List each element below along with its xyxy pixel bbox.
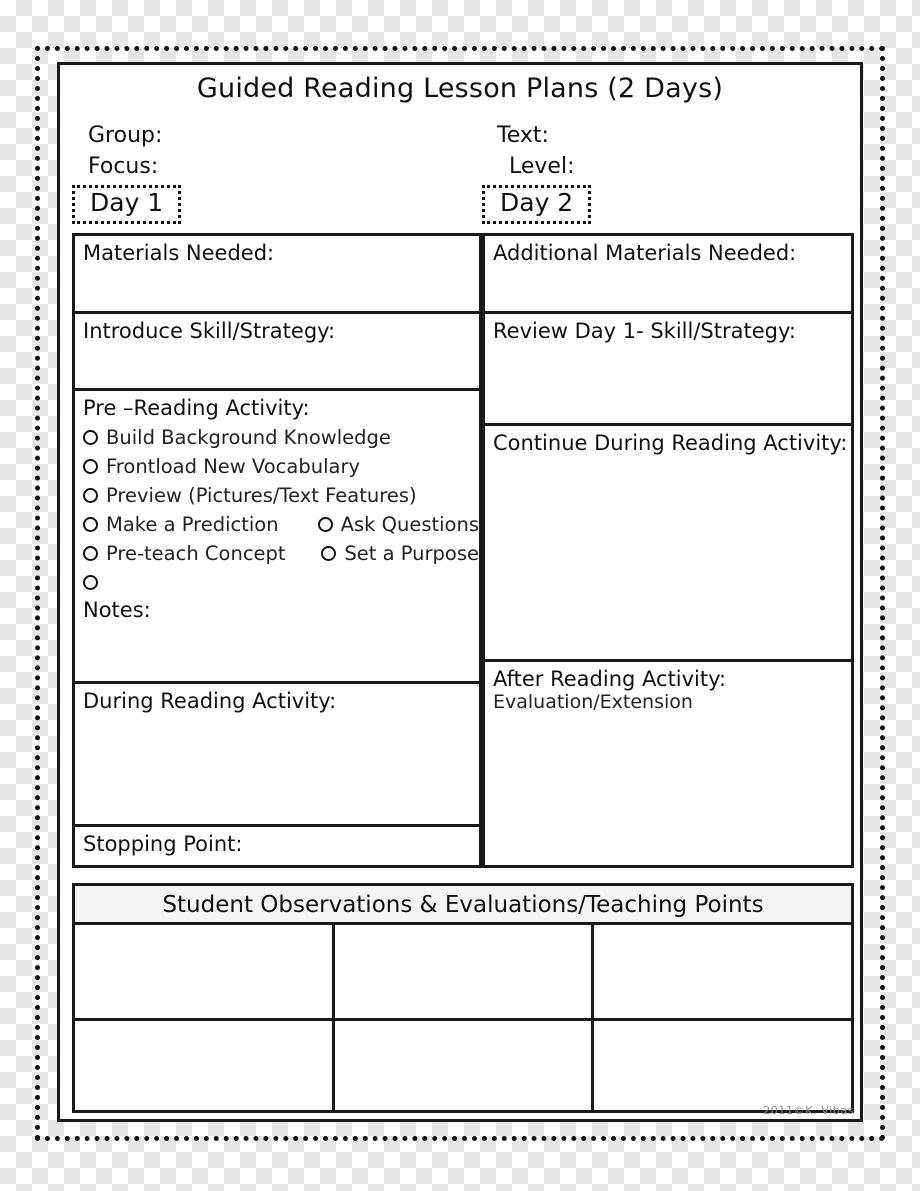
circle-checkbox-icon[interactable] bbox=[83, 575, 98, 590]
review-day-1-skill-label: Review Day 1- Skill/Strategy: bbox=[493, 319, 796, 343]
checkbox-pre-teach-concept[interactable] bbox=[83, 541, 321, 565]
materials-needed-cell[interactable] bbox=[75, 236, 479, 314]
checklist-row bbox=[83, 423, 479, 452]
circle-checkbox-icon[interactable] bbox=[83, 488, 98, 503]
student-observations-table bbox=[72, 883, 854, 1113]
observation-cell[interactable] bbox=[594, 1021, 851, 1114]
pre-reading-activity-label: Pre –Reading Activity: bbox=[83, 396, 310, 420]
observation-cell[interactable] bbox=[335, 1021, 595, 1114]
student-observations-heading: Student Observations & Evaluations/Teaching Points bbox=[75, 886, 851, 925]
table-row bbox=[75, 925, 851, 1021]
circle-checkbox-icon[interactable] bbox=[83, 459, 98, 474]
circle-checkbox-icon[interactable] bbox=[321, 546, 336, 561]
day-1-column bbox=[72, 233, 482, 868]
header-meta-left bbox=[88, 120, 162, 182]
materials-needed-label: Materials Needed: bbox=[83, 241, 275, 265]
circle-checkbox-icon[interactable] bbox=[83, 430, 98, 445]
continue-during-reading-activity-cell[interactable] bbox=[485, 426, 851, 662]
checkbox-preview-pictures-text-features[interactable] bbox=[83, 483, 417, 507]
checkbox-blank-write-in[interactable] bbox=[83, 575, 328, 590]
checkbox-label: Build Background Knowledge bbox=[106, 425, 391, 449]
checklist-row bbox=[83, 539, 479, 568]
lesson-plan-sheet bbox=[57, 62, 863, 1122]
circle-checkbox-icon[interactable] bbox=[83, 546, 98, 561]
text-field-label[interactable]: Text: bbox=[497, 123, 549, 148]
day-2-column bbox=[482, 233, 854, 868]
during-reading-activity-cell[interactable] bbox=[75, 684, 479, 827]
table-row bbox=[75, 1021, 851, 1114]
level-field-label[interactable]: Level: bbox=[509, 154, 575, 179]
checklist-row bbox=[83, 481, 479, 510]
checkbox-label: Set a Purpose bbox=[344, 541, 479, 565]
checkbox-label: Ask Questions bbox=[340, 512, 479, 536]
after-reading-activity-label: After Reading Activity: bbox=[493, 667, 727, 691]
checkbox-label: Frontload New Vocabulary bbox=[106, 454, 361, 478]
checkbox-label: Make a Prediction bbox=[106, 512, 279, 536]
pre-reading-activity-cell[interactable] bbox=[75, 391, 479, 684]
notes-label: Notes: bbox=[83, 598, 151, 623]
continue-during-reading-activity-label: Continue During Reading Activity: bbox=[493, 431, 848, 455]
observation-cell[interactable] bbox=[75, 1021, 335, 1114]
day-1-tab[interactable]: Day 1 bbox=[72, 185, 181, 224]
introduce-skill-cell[interactable] bbox=[75, 314, 479, 391]
checkbox-set-a-purpose[interactable] bbox=[321, 541, 479, 565]
pre-reading-checklist bbox=[83, 423, 479, 622]
introduce-skill-label: Introduce Skill/Strategy: bbox=[83, 319, 336, 343]
observation-cell[interactable] bbox=[335, 925, 595, 1018]
during-reading-activity-label: During Reading Activity: bbox=[83, 689, 337, 713]
checklist-row bbox=[83, 568, 479, 597]
checklist-row bbox=[83, 510, 479, 539]
evaluation-extension-label: Evaluation/Extension bbox=[493, 691, 693, 714]
checklist-row bbox=[83, 452, 479, 481]
checkbox-build-background-knowledge[interactable] bbox=[83, 425, 391, 449]
after-reading-activity-cell[interactable] bbox=[485, 662, 851, 865]
copyright-notice: 2011©K. Vibas bbox=[763, 1104, 854, 1117]
checkbox-label: Pre-teach Concept bbox=[106, 541, 286, 565]
review-day-1-skill-cell[interactable] bbox=[485, 314, 851, 426]
day-2-tab[interactable]: Day 2 bbox=[482, 185, 591, 224]
focus-field-label[interactable]: Focus: bbox=[88, 154, 159, 179]
additional-materials-needed-label: Additional Materials Needed: bbox=[493, 241, 797, 265]
header-meta-right bbox=[497, 120, 574, 182]
student-observations-body bbox=[75, 925, 851, 1113]
circle-checkbox-icon[interactable] bbox=[83, 517, 98, 532]
header-meta-fields bbox=[60, 120, 860, 190]
checkbox-frontload-new-vocabulary[interactable] bbox=[83, 454, 361, 478]
observation-cell[interactable] bbox=[594, 925, 851, 1018]
additional-materials-needed-cell[interactable] bbox=[485, 236, 851, 314]
page-title: Guided Reading Lesson Plans (2 Days) bbox=[196, 73, 724, 104]
checkbox-make-a-prediction[interactable] bbox=[83, 512, 318, 536]
group-field-label[interactable]: Group: bbox=[88, 123, 163, 148]
observation-cell[interactable] bbox=[75, 925, 335, 1018]
stopping-point-label: Stopping Point: bbox=[83, 832, 243, 856]
checkbox-label: Preview (Pictures/Text Features) bbox=[106, 483, 417, 507]
checkbox-ask-questions[interactable] bbox=[318, 512, 479, 536]
circle-checkbox-icon[interactable] bbox=[318, 517, 333, 532]
